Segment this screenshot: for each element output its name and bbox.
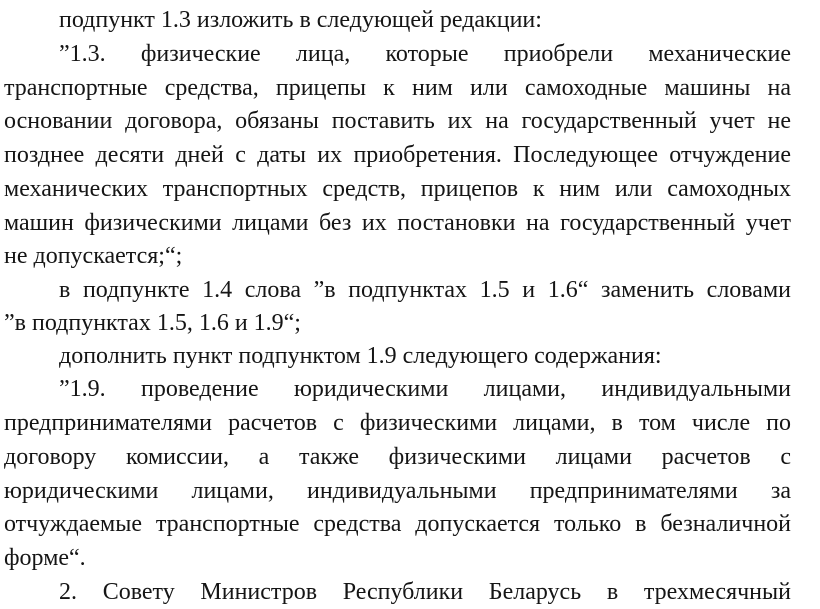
text-line-4: основании договора, обязаны поставить их на государственный учет не — [4, 108, 791, 134]
text-line-17: форме“. — [4, 545, 86, 571]
text-line-5: позднее десяти дней с даты их приобретения. Последующее отчуждение — [4, 142, 791, 168]
text-line-12: ”1.9. проведение юридическими лицами, индивидуальными — [59, 376, 791, 402]
text-line-10: ”в подпунктах 1.5, 1.6 и 1.9“; — [4, 310, 301, 336]
text-line-7: машин физическими лицами без их постановки на государственный учет — [4, 210, 791, 236]
text-line-6: механических транспортных средств, прицепов к ним или самоходных — [4, 176, 791, 202]
text-line-15: юридическими лицами, индивидуальными предпринимателями за — [4, 478, 791, 504]
text-line-13: предпринимателями расчетов с физическими лицами, в том числе по — [4, 410, 791, 436]
text-line-3: транспортные средства, прицепы к ним или самоходные машины на — [4, 75, 791, 101]
text-line-18: 2. Совету Министров Республики Беларусь в трехмесячный — [59, 579, 791, 605]
text-line-16: отчуждаемые транспортные средства допускается только в безналичной — [4, 511, 791, 537]
text-line-14: договору комиссии, а также физическими лицами расчетов с — [4, 444, 791, 470]
text-line-8: не допускается;“; — [4, 243, 183, 269]
text-line-11: дополнить пункт подпунктом 1.9 следующего содержания: — [59, 343, 662, 369]
text-line-1: подпункт 1.3 изложить в следующей редакции: — [59, 7, 542, 33]
text-line-9: в подпункте 1.4 слова ”в подпунктах 1.5 и 1.6“ заменить словами — [59, 277, 791, 303]
text-line-2: ”1.3. физические лица, которые приобрели механические — [59, 41, 791, 67]
